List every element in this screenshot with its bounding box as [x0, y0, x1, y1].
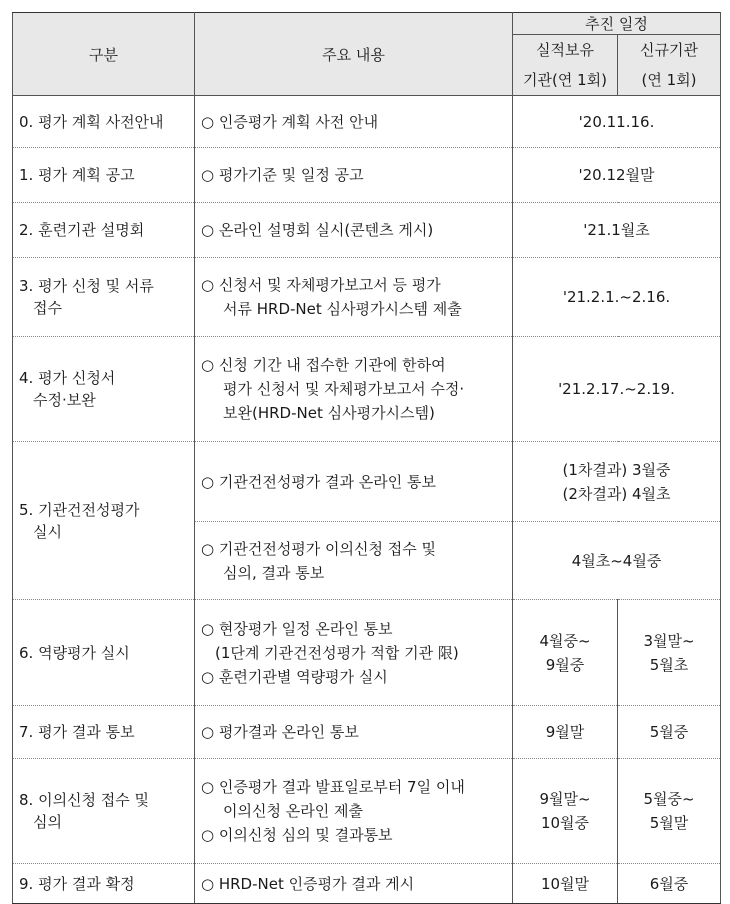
row-schedule-existing: 9월말: [513, 706, 618, 759]
row-category: 3. 평가 신청 및 서류 접수: [13, 258, 195, 337]
row-content: ○ 인증평가 계획 사전 안내: [195, 96, 513, 148]
row-schedule-existing: 9월말~ 10월중: [513, 759, 618, 864]
row-schedule-existing: 4월중~ 9월중: [513, 600, 618, 706]
row-schedule-merged: '21.1월초: [513, 203, 721, 258]
row-schedule-merged: '21.2.17.~2.19.: [513, 337, 721, 442]
header-new-institutions: 신규기관 (연 1회): [618, 35, 721, 96]
table-row: [13, 337, 721, 442]
row-category: 4. 평가 신청서 수정·보완: [13, 337, 195, 442]
row-content: ○ 온라인 설명회 실시(콘텐츠 게시): [195, 203, 513, 258]
table-row: [13, 864, 721, 904]
row-category: 2. 훈련기관 설명회: [13, 203, 195, 258]
row-schedule-new: 5월중: [618, 706, 721, 759]
table-row: [13, 258, 721, 337]
row-schedule-merged: '21.2.1.~2.16.: [513, 258, 721, 337]
table-row: [13, 600, 721, 706]
row-schedule-merged: '20.12월말: [513, 148, 721, 203]
row-category: 6. 역량평가 실시: [13, 600, 195, 706]
row-category: 8. 이의신청 접수 및 심의: [13, 759, 195, 864]
row-category: 9. 평가 결과 확정: [13, 864, 195, 904]
header-category: 구분: [13, 13, 195, 96]
table-row: [13, 759, 721, 864]
table-row: [13, 148, 721, 203]
row-schedule-merged: (1차결과) 3월중 (2차결과) 4월초: [513, 442, 721, 522]
header-schedule: 추진 일정: [513, 13, 721, 35]
row-content: ○ HRD-Net 인증평가 결과 게시: [195, 864, 513, 904]
table-row: [13, 96, 721, 148]
row-category: 1. 평가 계획 공고: [13, 148, 195, 203]
header-existing-institutions: 실적보유 기관(연 1회): [513, 35, 618, 96]
row-content: ○ 신청 기간 내 접수한 기관에 한하여 평가 신청서 및 자체평가보고서 수정· 보완(HRD-Net 심사평가시스템): [195, 337, 513, 442]
header-content: 주요 내용: [195, 13, 513, 96]
row-content: ○ 평가기준 및 일정 공고: [195, 148, 513, 203]
schedule-table: [12, 12, 721, 904]
row-category: 5. 기관건전성평가 실시: [13, 442, 195, 600]
table-row: [13, 442, 721, 522]
row-schedule-merged: 4월초~4월중: [513, 522, 721, 600]
row-category: 0. 평가 계획 사전안내: [13, 96, 195, 148]
row-category: 7. 평가 결과 통보: [13, 706, 195, 759]
row-content: ○ 신청서 및 자체평가보고서 등 평가 서류 HRD-Net 심사평가시스템 제출: [195, 258, 513, 337]
row-content: ○ 기관건전성평가 이의신청 접수 및 심의, 결과 통보: [195, 522, 513, 600]
row-content: ○ 현장평가 일정 온라인 통보 (1단계 기관건전성평가 적합 기관 限) ○ 훈련기관별 역량평가 실시: [195, 600, 513, 706]
row-schedule-new: 3월말~ 5월초: [618, 600, 721, 706]
schedule-table-wrapper: [12, 12, 720, 904]
table-row: [13, 203, 721, 258]
row-content: ○ 인증평가 결과 발표일로부터 7일 이내 이의신청 온라인 제출 ○ 이의신청 심의 및 결과통보: [195, 759, 513, 864]
table-row: [13, 706, 721, 759]
row-content: ○ 기관건전성평가 결과 온라인 통보: [195, 442, 513, 522]
row-schedule-existing: 10월말: [513, 864, 618, 904]
row-schedule-new: 6월중: [618, 864, 721, 904]
row-schedule-new: 5월중~ 5월말: [618, 759, 721, 864]
row-content: ○ 평가결과 온라인 통보: [195, 706, 513, 759]
row-schedule-merged: '20.11.16.: [513, 96, 721, 148]
